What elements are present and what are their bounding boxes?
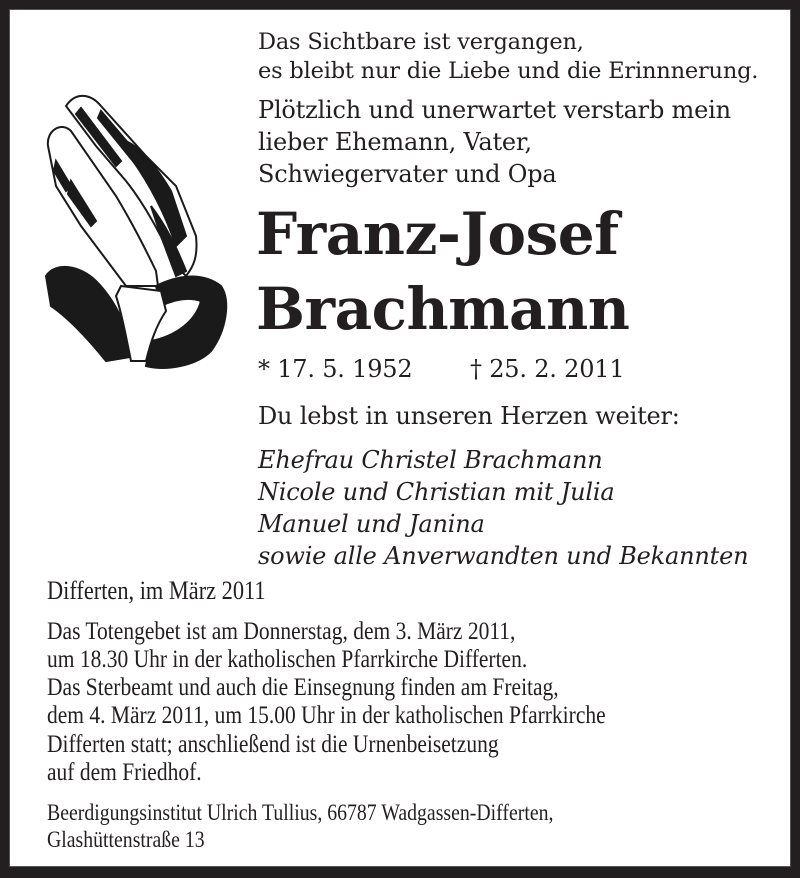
intro-line-3: Schwiegervater und Opa xyxy=(258,160,557,188)
service-info-line: um 18.30 Uhr in der katholischen Pfarrkirche Differten. xyxy=(47,646,528,673)
funeral-home-line-1: Beerdigungsinstitut Ulrich Tullius, 66787 Wadgassen-Differten, xyxy=(47,800,554,825)
deceased-first-name: Franz-Josef xyxy=(256,200,619,268)
deceased-last-name: Brachmann xyxy=(256,275,630,343)
mourner-line: Nicole und Christian mit Julia xyxy=(258,478,615,506)
intro-line-1: Plötzlich und unerwartet verstarb mein xyxy=(258,96,731,124)
intro-line-2: lieber Ehemann, Vater, xyxy=(258,128,532,156)
mourner-line: Ehefrau Christel Brachmann xyxy=(258,446,603,474)
mourners-intro: Du lebst in unseren Herzen weiter: xyxy=(258,402,680,430)
mourner-line: sowie alle Anverwandten und Bekannten xyxy=(258,542,749,570)
mourner-line: Manuel und Janina xyxy=(258,510,485,538)
praying-hands-icon xyxy=(26,86,232,376)
service-info-line: dem 4. März 2011, um 15.00 Uhr in der katholischen Pfarrkirche xyxy=(47,702,606,729)
verse-line-1: Das Sichtbare ist vergangen, xyxy=(258,29,584,55)
birth-date: * 17. 5. 1952 xyxy=(258,355,413,383)
service-info-line: Das Sterbeamt und auch die Einsegnung finden am Freitag, xyxy=(47,674,559,701)
death-date: † 25. 2. 2011 xyxy=(470,355,625,383)
service-info-line: Differten statt; anschließend ist die Urnenbeisetzung xyxy=(47,731,499,758)
place-date: Differten, im März 2011 xyxy=(47,576,266,605)
verse-line-2: es bleibt nur die Liebe und die Erinnnerung. xyxy=(258,58,759,84)
service-info-line: auf dem Friedhof. xyxy=(47,759,202,786)
funeral-home-line-2: Glashüttenstraße 13 xyxy=(47,827,205,852)
service-info-line: Das Totengebet ist am Donnerstag, dem 3. März 2011, xyxy=(47,618,516,645)
